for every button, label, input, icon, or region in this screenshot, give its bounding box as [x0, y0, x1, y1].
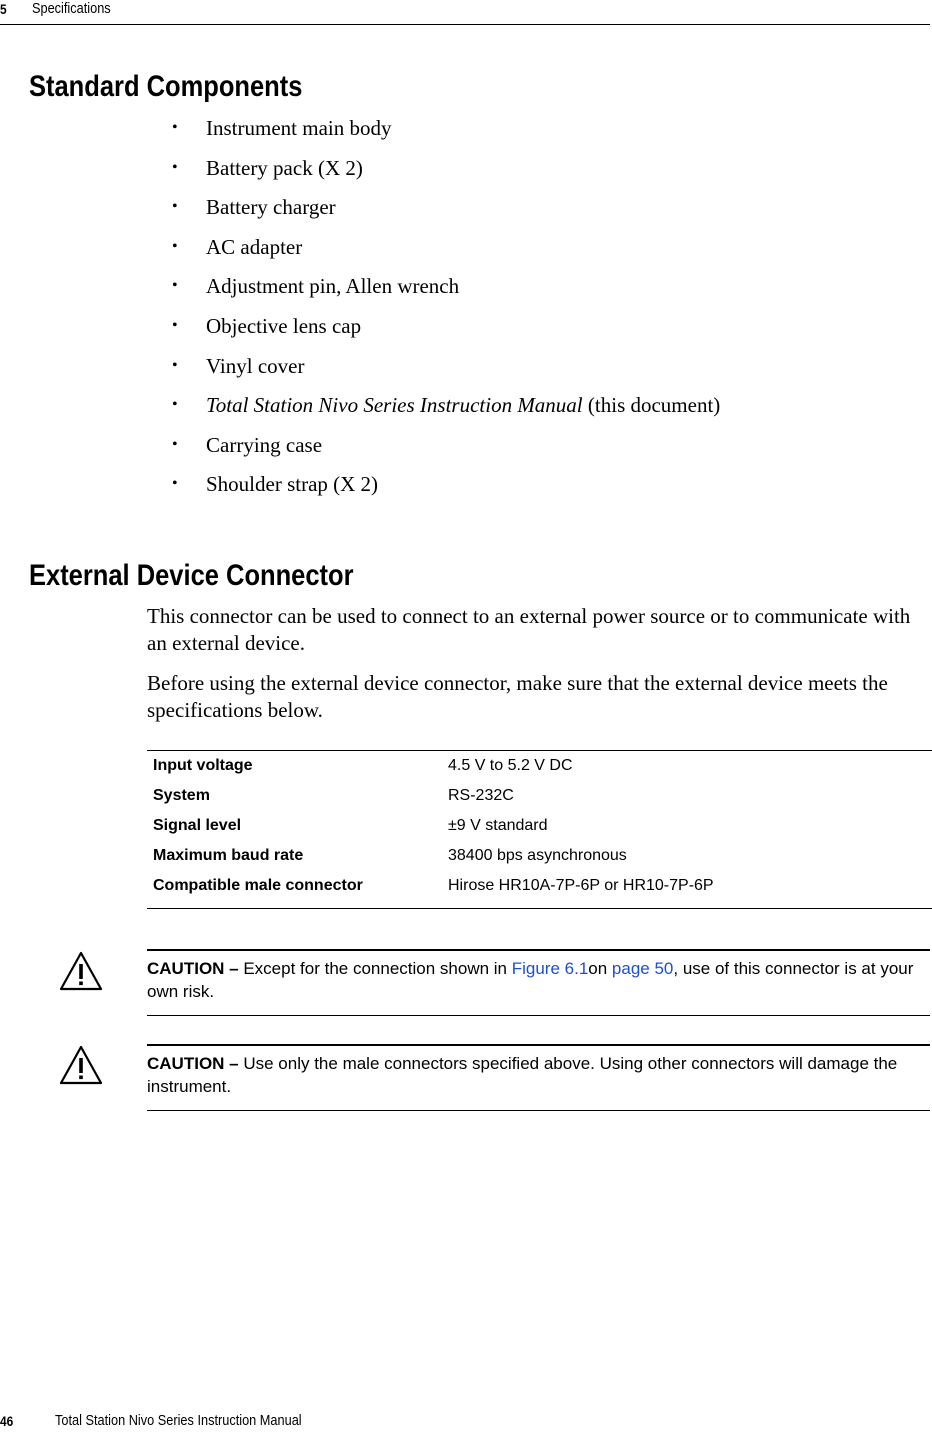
- section-heading-external-device-connector: External Device Connector: [29, 559, 354, 592]
- page-link[interactable]: page 50: [611, 959, 674, 978]
- warning-triangle-icon: [58, 950, 104, 992]
- manual-title-italic: Total Station Nivo Series Instruction Manual: [206, 393, 583, 418]
- paragraph-before-using: Before using the external device connector, make sure that the external device meets the specifications below.: [147, 671, 888, 722]
- spec-table: [147, 750, 932, 909]
- running-header: [0, 0, 932, 26]
- caution-box: [147, 949, 930, 1016]
- paragraph-intro: This connector can be used to connect to an external power source or to communicate with an external device.: [147, 604, 911, 655]
- table-row: System RS-232C: [153, 787, 514, 804]
- caution-box: [147, 1044, 930, 1111]
- caution-text: CAUTION – Use only the male connectors specified above. Using other connectors will damage the instrument.: [147, 1054, 898, 1096]
- page-number: 46: [0, 1413, 14, 1429]
- chapter-title: Specifications: [32, 0, 111, 17]
- table-row: Signal level ±9 V standard: [153, 817, 548, 834]
- chapter-number: 5: [0, 1, 7, 17]
- table-row: Compatible male connector Hirose HR10A-7P-6P or HR10-7P-6P: [153, 877, 714, 894]
- section-heading-standard-components: Standard Components: [29, 70, 303, 103]
- caution-text: CAUTION – Except for the connection shown in Figure 6.1on page 50, use of this connector is at your own risk.: [147, 959, 914, 1001]
- header-rule: [0, 24, 930, 25]
- manual-title: Total Station Nivo Series Instruction Manual: [55, 1412, 302, 1429]
- warning-triangle-icon: [58, 1044, 104, 1086]
- table-row: Maximum baud rate 38400 bps asynchronous: [153, 847, 627, 864]
- figure-link[interactable]: Figure 6.1: [511, 959, 589, 978]
- running-footer: [0, 1412, 932, 1432]
- table-row: Input voltage 4.5 V to 5.2 V DC: [153, 757, 573, 774]
